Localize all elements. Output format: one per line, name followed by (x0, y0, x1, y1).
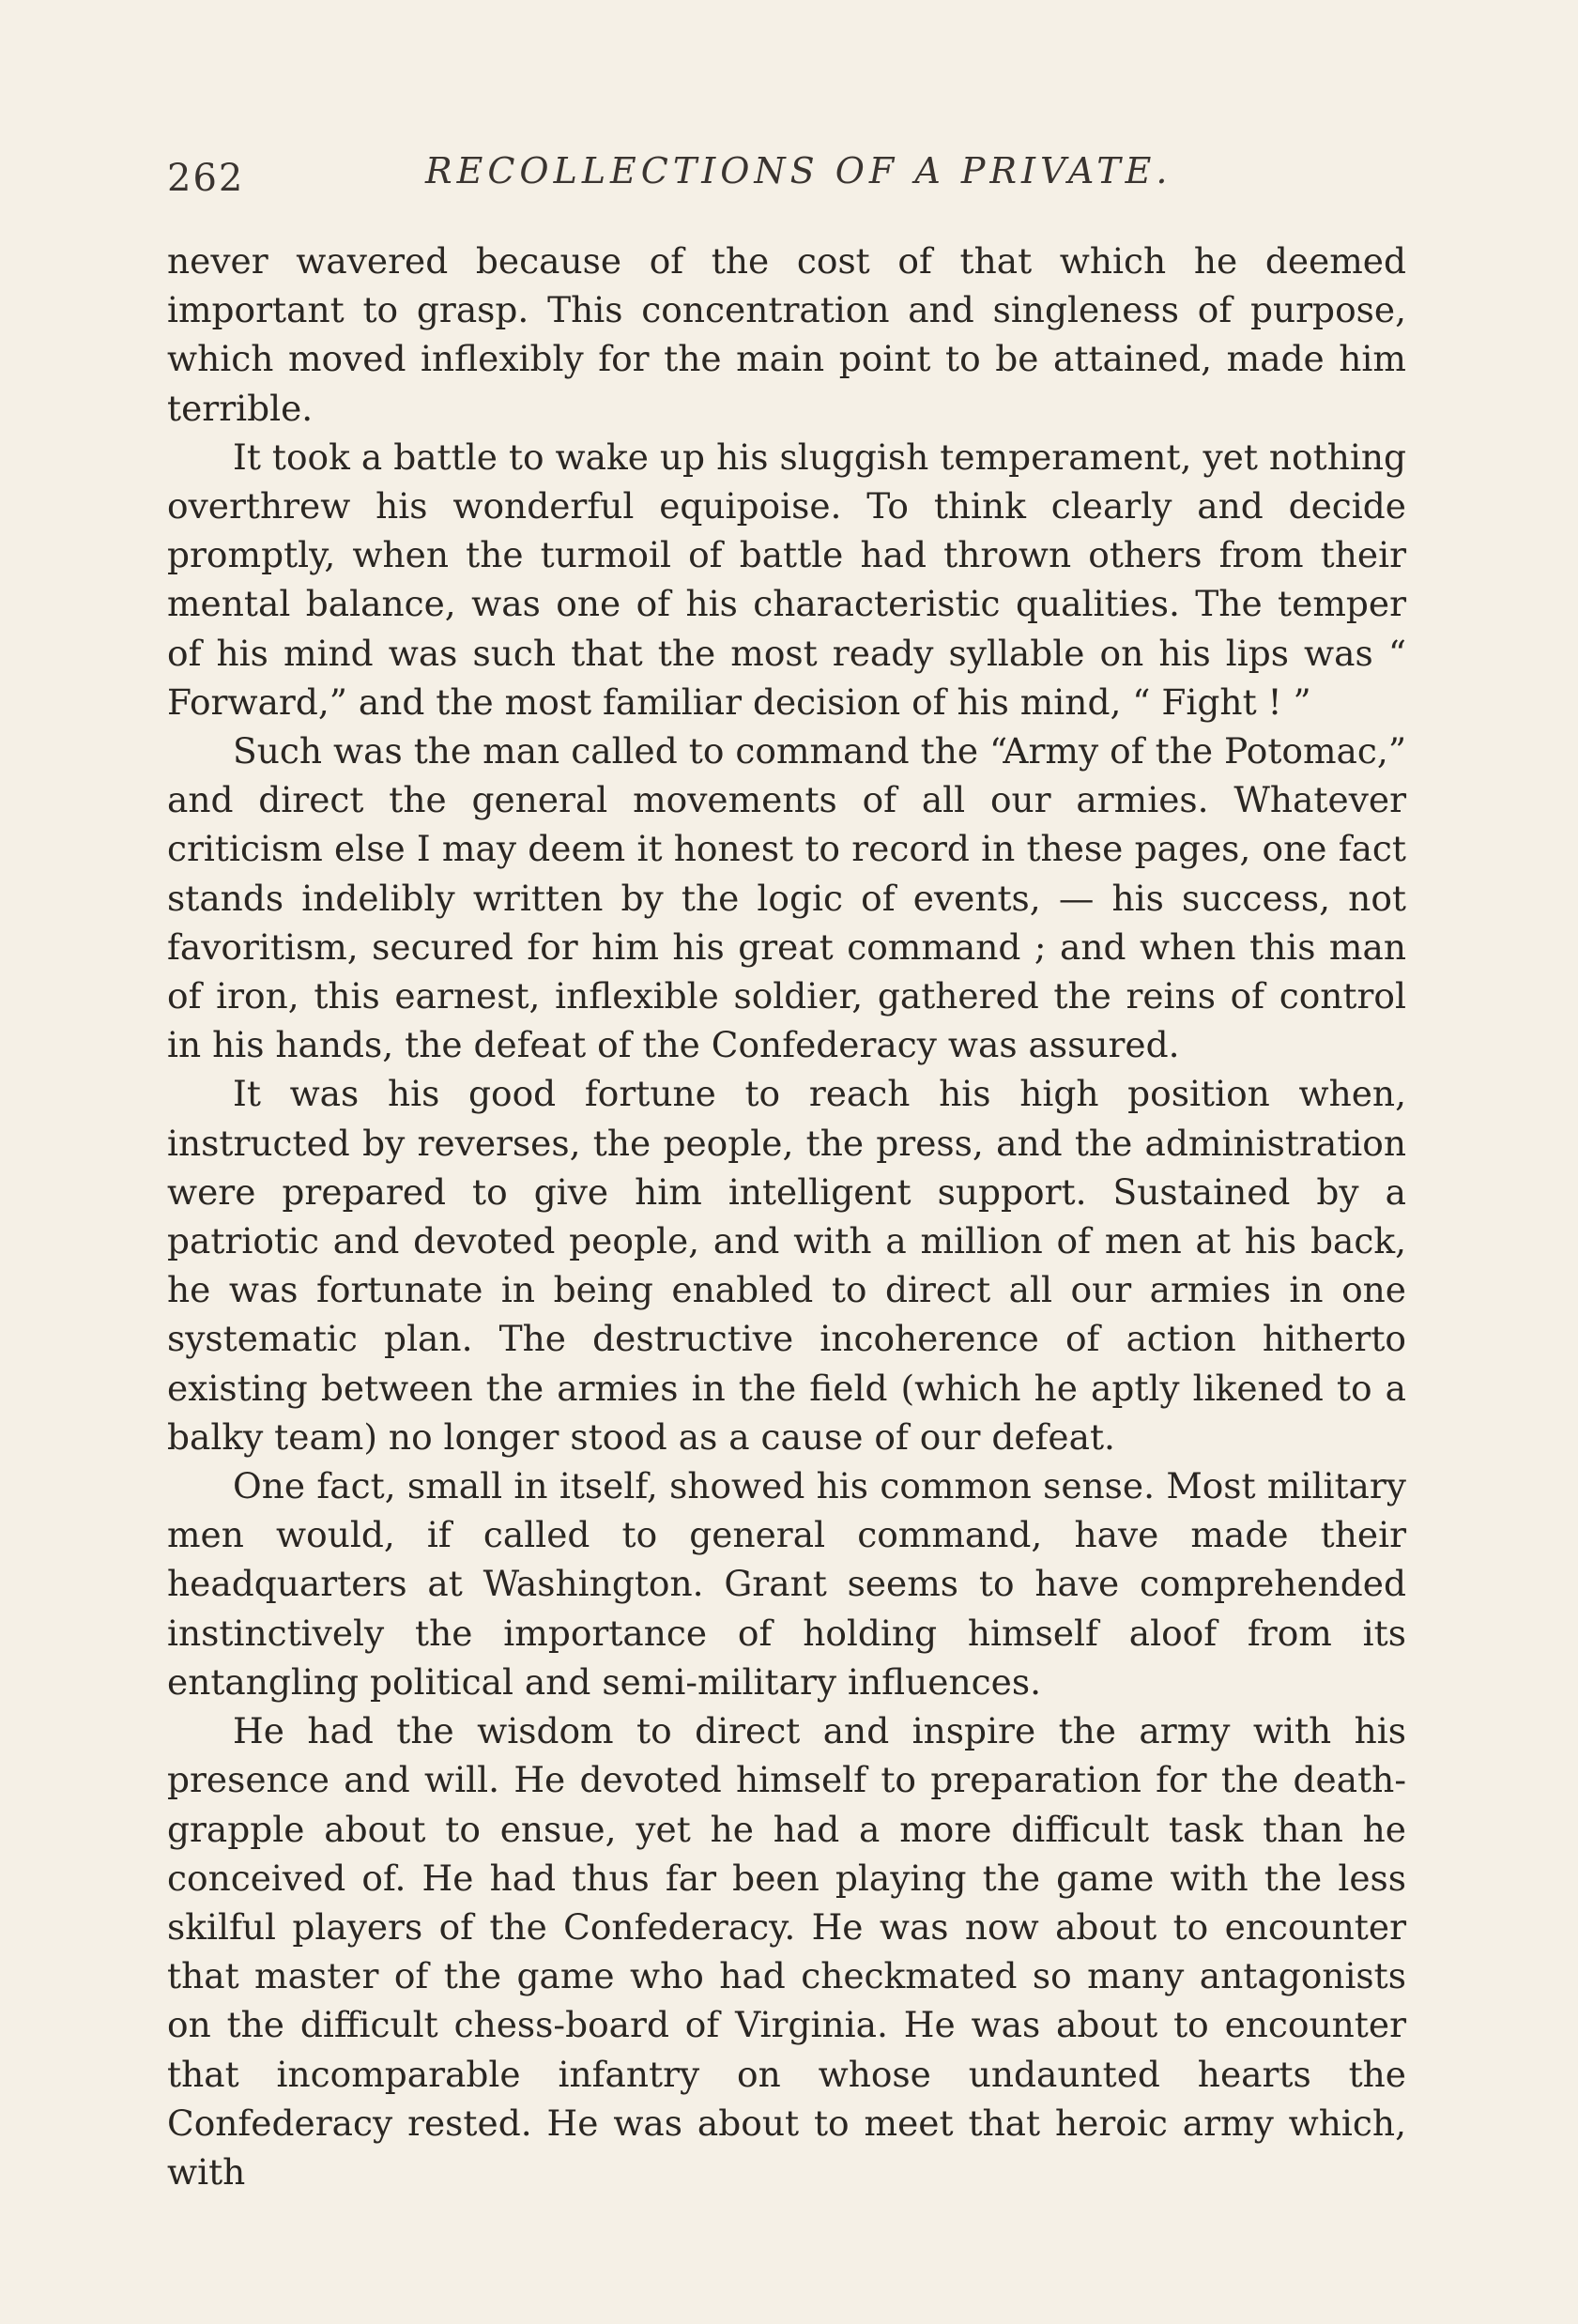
paragraph: Such was the man called to command the “Army of the Potomac,” and direct the general movements of all our armies. Whatever criticism else I may deem it honest to record in these pages, one fact stands indelibly written by the logic of events, — his success, not favoritism, secured for him his great command ; and when this man of iron, this earnest, inflexible soldier, gathered the reins of control in his hands, the defeat of the Confederacy was assured. (167, 730, 1406, 1066)
paragraph: It was his good fortune to reach his high position when, instructed by reverses, the people, the press, and the administration were prepared to give him intelligent support. Sustained by a patriotic and devoted people, and with a million of men at his back, he was fortunate in being enabled to direct all our armies in one systematic plan. The destructive incoherence of action hitherto existing between the armies in the field (which he aptly likened to a balky team) no longer stood as a cause of our defeat. (167, 1073, 1406, 1458)
page-number: 262 (167, 157, 245, 200)
paragraph: never wavered because of the cost of that which he deemed important to grasp. This concentration and singleness of purpose, which moved inflexibly for the main point to be attained, made him terrible. (167, 240, 1406, 429)
paragraph: He had the wisdom to direct and inspire the army with his presence and will. He devoted himself to preparation for the death-grapple about to ensue, yet he had a more difficult task than he conceived of. He had thus far been playing the game with the less skilful players of the Confederacy. He was now about to encounter that master of the game who had checkmated so many antagonists on the difficult chess-board of Virginia. He was about to encounter that incomparable infantry on whose undaunted hearts the Confederacy rested. He was about to meet that heroic army which, with (167, 1710, 1406, 2193)
paragraph: One fact, small in itself, showed his common sense. Most military men would, if called to general command, have made their headquarters at Washington. Grant seems to have comprehended instinctively the importance of holding himself aloof from its entangling political and semi-military influences. (167, 1465, 1406, 1703)
body-text (167, 237, 1406, 2196)
paragraph: It took a battle to wake up his sluggish temperament, yet nothing overthrew his wonderful equipoise. To think clearly and decide promptly, when the turmoil of battle had thrown others from their mental balance, was one of his characteristic qualities. The temper of his mind was such that the most ready syllable on his lips was “ Forward,” and the most familiar decision of his mind, “ Fight ! ” (167, 436, 1406, 723)
running-head: RECOLLECTIONS OF A PRIVATE. (425, 150, 1172, 191)
page-header (167, 145, 1406, 202)
